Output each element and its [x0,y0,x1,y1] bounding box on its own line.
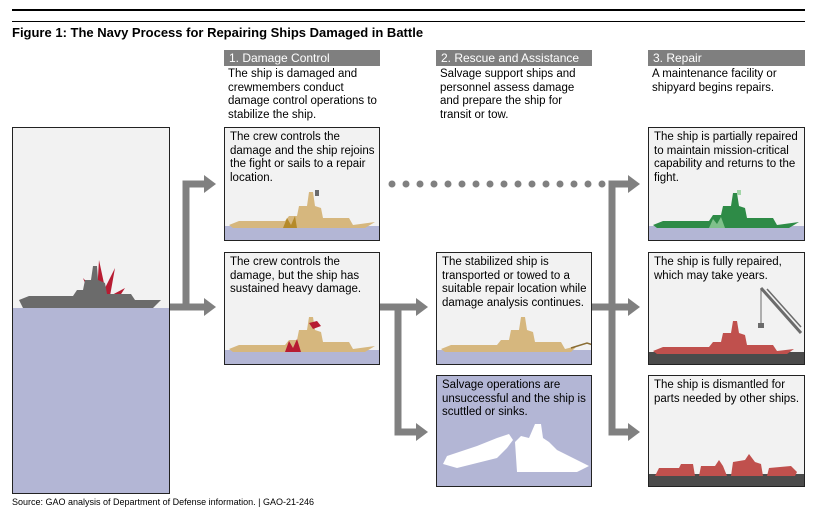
dismantled-ship-illustration [649,376,805,487]
towed-ship-illustration [437,253,592,365]
crane-icon [758,288,801,333]
box-damage-control-rejoin [224,127,380,241]
stage-header-damage-control: 1. Damage Control [224,50,380,66]
figure-title: Figure 1: The Navy Process for Repairing Ships Damaged in Battle [12,25,424,40]
top-rule [12,9,805,11]
arrow-to-rp-bottom [612,307,630,432]
box-text: The stabilized ship is transported or towed to a suitable repair location while damage analysis continues. [442,256,587,309]
box-text: The ship is dismantled for parts needed by other ships. [654,379,800,405]
arrow-to-ra-bottom [380,307,418,432]
gray-ship-icon [19,266,161,308]
box-repair-full [648,252,805,365]
box-damage-control-heavy [224,252,380,365]
title-rule [12,21,805,22]
stage-description-damage-control: The ship is damaged and crewmembers conduct damage control operations to stabilize the ship. [228,68,377,121]
box-text: Salvage operations are unsuccessful and the ship is scuttled or sinks. [442,379,586,418]
box-text: The ship is partially repaired to maintain mission-critical capability and returns to the fight. [654,131,798,184]
stage-description-rescue-assistance: Salvage support ships and personnel assess damage and prepare the ship for transit or tow. [440,68,576,121]
box-text: The crew controls the damage and the ship rejoins the fight or sails to a repair location. [230,131,375,184]
sinking-ship-illustration [437,376,592,487]
damaged-ship-illustration [13,128,170,494]
source-note: Source: GAO analysis of Department of Defense information. | GAO-21-246 [12,497,314,507]
shipyard-illustration [649,253,805,365]
green-ship-illustration [649,128,805,241]
stage-description-repair: A maintenance facility or shipyard begins repairs. [652,68,777,94]
box-rescue-scuttled [436,375,592,487]
box-repair-partial [648,127,805,241]
box-text: The ship is fully repaired, which may take years. [654,256,782,282]
arrow-to-dc-top [170,184,206,307]
box-text: The crew controls the damage, but the ship has sustained heavy damage. [230,256,362,295]
box-rescue-towed [436,252,592,365]
stage-header-repair: 3. Repair [648,50,805,66]
dotted-connector [389,181,606,188]
tan-ship-illustration [225,128,380,241]
stage-header-rescue-assistance: 2. Rescue and Assistance [436,50,592,66]
tan-ship-heavy-damage-illustration [225,253,380,365]
arrow-to-rp-top [592,184,630,307]
box-repair-dismantled [648,375,805,487]
initial-damage-panel [12,127,170,494]
